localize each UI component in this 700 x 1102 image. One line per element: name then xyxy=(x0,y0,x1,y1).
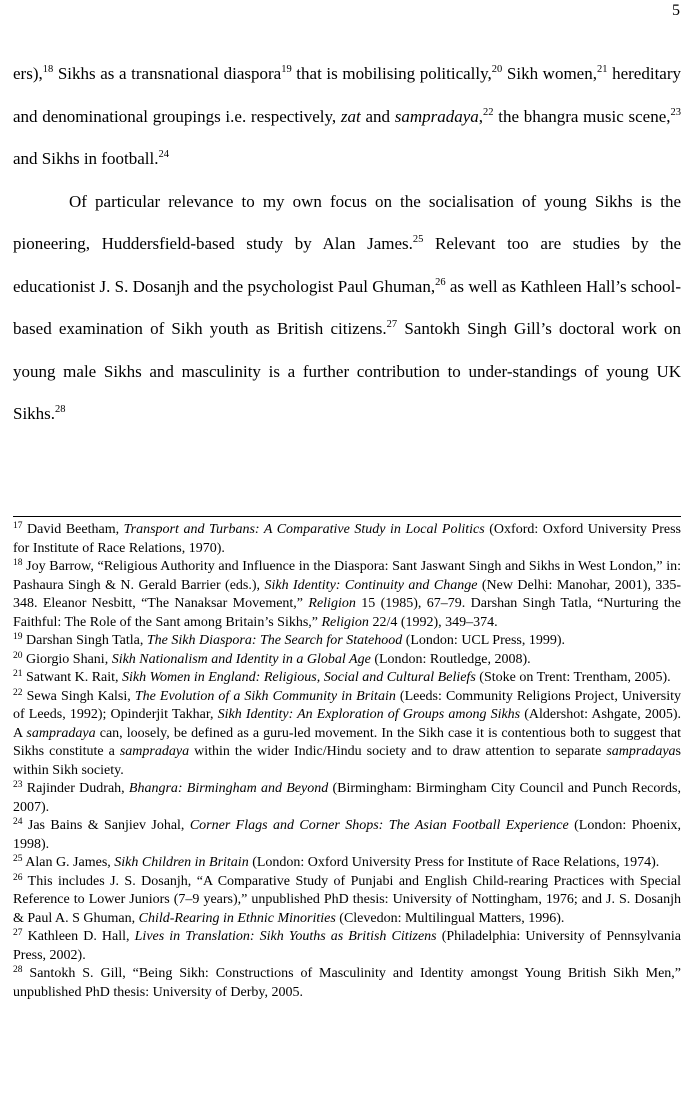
text-run: (London: Oxford University Press for Institute of Race Relations, 1974). xyxy=(248,855,660,870)
footnote-24 xyxy=(13,817,681,854)
text-run: (London: Routledge, 2008). xyxy=(370,651,531,667)
text-run: Sikh women, xyxy=(502,64,597,83)
book-title: Lives in Translation: Sikh Youths as British Citizens xyxy=(134,929,437,944)
book-title: Sikh Women in England: Religious, Social and Cultural Beliefs xyxy=(122,670,476,685)
book-title: Child-Rearing in Ethnic Minorities xyxy=(138,910,336,926)
footnote-number: 22 xyxy=(13,687,23,698)
paragraph xyxy=(13,181,681,436)
text-run: Kathleen D. Hall, xyxy=(22,929,135,944)
text-run: ers), xyxy=(13,64,43,83)
text-run: (Oxford: Oxford University Press for Institute of Race Relations, 1970). xyxy=(13,522,681,556)
footnote-ref-22: 22 xyxy=(483,106,494,118)
footnote-number: 23 xyxy=(13,780,23,790)
text-run: , xyxy=(478,106,484,126)
text-run: (Birmingham: Birmingham City Council and Punch Records, 2007). xyxy=(13,781,681,815)
text-run: Jas Bains & Sanjiev Johal, xyxy=(22,818,190,833)
text-run: Santokh S. Gill, “Being Sikh: Constructions of Masculinity and Identity amongst Young British Sikh Men,” unpublished PhD thesis: University of Derby, 2005. xyxy=(13,966,681,1000)
text-run: (Leeds: Community Religions Project, University of Leeds, 1992); Opinderjit Takhar, xyxy=(13,688,681,722)
italic-term: sampradaya xyxy=(26,725,96,741)
footnote-ref-28: 28 xyxy=(55,404,66,415)
text-run: Giorgio Shani, xyxy=(22,651,112,667)
book-title: Sikh Identity: An Exploration of Groups among Sikhs xyxy=(217,707,521,722)
footnote-number: 19 xyxy=(13,632,23,642)
text-run: Sikhs as a transnational diaspora xyxy=(53,64,282,83)
footnote-number: 18 xyxy=(13,558,23,568)
footnote-20 xyxy=(13,651,681,670)
footnote-separator xyxy=(13,516,681,517)
page-number: 5 xyxy=(672,2,680,19)
footnote-25 xyxy=(13,854,681,873)
text-run: Satwant K. Rait, xyxy=(22,670,123,685)
italic-term: sampradaya xyxy=(394,106,479,126)
footnote-23 xyxy=(13,780,681,817)
text-run: hereditary and denominational groupings i.e. respectively, xyxy=(13,64,681,126)
footnotes xyxy=(13,521,681,1002)
text-run: (Clevedon: Multilingual Matters, 1996). xyxy=(335,910,565,926)
text-run: Alan G. James, xyxy=(22,855,115,870)
book-title: The Evolution of a Sikh Community in Britain xyxy=(134,688,396,704)
text-run: (London: Phoenix, 1998). xyxy=(13,818,682,852)
footnote-18 xyxy=(13,558,681,632)
text-run: David Beetham, xyxy=(22,522,124,537)
text-run: s within Sikh society. xyxy=(13,744,681,778)
italic-term: zat xyxy=(340,106,361,126)
footnote-number: 26 xyxy=(13,872,23,883)
text-run: (Philadelphia: University of Pennsylvania Press, 2002). xyxy=(13,929,681,963)
book-title: Corner Flags and Corner Shops: The Asian Football Experience xyxy=(189,818,569,833)
book-title: Sikh Children in Britain xyxy=(114,855,249,870)
book-title: The Sikh Diaspora: The Search for Statehood xyxy=(146,633,403,648)
text-run: Joy Barrow, “Religious Authority and Influence in the Diaspora: Sant Jaswant Singh and Sikhs in West London,” in: Pashaura Singh & N. Gerald Barrier (eds.), xyxy=(13,559,681,593)
text-run: (New Delhi: Manohar, 2001), 335-348. Eleanor Nesbitt, “The Nanaksar Movement,” xyxy=(13,577,681,611)
footnote-27 xyxy=(13,928,681,965)
text-run: This includes J. S. Dosanjh, “A Comparative Study of Punjabi and English Child-rearing Practices with Special Reference to Lower Juniors (7–9 years),” unpublished PhD thesis: University of Nottingham, 1976; and J. S. Dosanjh & Paul A. S Ghuman, xyxy=(13,873,681,926)
italic-term: sampradaya xyxy=(606,744,676,759)
journal-title: Religion xyxy=(308,596,356,611)
italic-term: sampradaya xyxy=(119,744,190,759)
text-run: 15 (1985), 67–79. Darshan Singh Tatla, “Nurturing the Faithful: The Role of the Sant among Britain’s Sikhs,” xyxy=(13,596,681,630)
footnote-ref-19: 19 xyxy=(281,64,292,75)
text-run: can, loosely, be defined as a guru-led movement. In the Sikh case it is contentious both to suggest that Sikhs constitute a xyxy=(13,725,681,759)
footnote-number: 27 xyxy=(13,928,23,938)
book-title: Bhangra: Birmingham and Beyond xyxy=(128,781,329,796)
footnote-17 xyxy=(13,521,681,558)
footnote-number: 28 xyxy=(13,965,23,975)
footnote-number: 17 xyxy=(13,521,23,531)
text-run: that is mobilising politically, xyxy=(291,64,492,83)
footnote-ref-27: 27 xyxy=(386,319,398,330)
footnote-ref-18: 18 xyxy=(42,64,54,75)
footnote-number: 21 xyxy=(13,669,23,679)
footnote-ref-24: 24 xyxy=(158,149,169,160)
text-run: within the wider Indic/Hindu society and to draw attention to separate xyxy=(189,744,607,759)
footnote-ref-21: 21 xyxy=(596,64,608,75)
footnote-ref-26: 26 xyxy=(435,276,446,288)
paragraph xyxy=(13,53,681,181)
book-title: Sikh Identity: Continuity and Change xyxy=(264,577,478,593)
text-run: (London: UCL Press, 1999). xyxy=(402,633,566,648)
footnote-22 xyxy=(13,688,681,781)
body-text xyxy=(13,53,681,436)
text-run: Relevant too are studies by the educationist J. S. Dosanjh and the psychologist Paul Ghuman, xyxy=(13,234,682,296)
book-title: Transport and Turbans: A Comparative Study in Local Politics xyxy=(123,522,485,537)
text-run: and Sikhs in football. xyxy=(13,149,159,168)
journal-title: Religion xyxy=(321,614,369,630)
text-run: and xyxy=(360,106,395,126)
text-run: (Aldershot: Ashgate, 2005). A xyxy=(13,707,682,741)
text-run: the bhangra music scene, xyxy=(493,106,671,126)
text-run: Rajinder Dudrah, xyxy=(22,781,129,796)
footnote-26 xyxy=(13,873,681,929)
footnote-ref-20: 20 xyxy=(491,64,503,75)
footnote-21 xyxy=(13,669,681,688)
text-run: 22/4 (1992), 349–374. xyxy=(368,614,498,630)
footnote-ref-25: 25 xyxy=(412,234,424,245)
text-run: Darshan Singh Tatla, xyxy=(22,633,147,648)
footnote-ref-23: 23 xyxy=(670,106,682,118)
text-run: as well as Kathleen Hall’s school-based examination of Sikh youth as British citizens. xyxy=(13,276,681,338)
footnote-number: 20 xyxy=(13,650,23,661)
book-title: Sikh Nationalism and Identity in a Global Age xyxy=(111,651,371,667)
text-run: Santokh Singh Gill’s doctoral work on young male Sikhs and masculinity is a further contribution to under-standings of young UK Sikhs. xyxy=(13,319,682,423)
text-run: (Stoke on Trent: Trentham, 2005). xyxy=(475,670,671,685)
footnote-28 xyxy=(13,965,681,1002)
footnote-number: 25 xyxy=(13,854,23,864)
footnote-19 xyxy=(13,632,681,651)
footnote-number: 24 xyxy=(13,817,23,827)
text-run: Sewa Singh Kalsi, xyxy=(22,688,135,704)
text-run: Of particular relevance to my own focus on the socialisation of young Sikhs is the pioneering, Huddersfield-based study by Alan James. xyxy=(13,191,681,253)
